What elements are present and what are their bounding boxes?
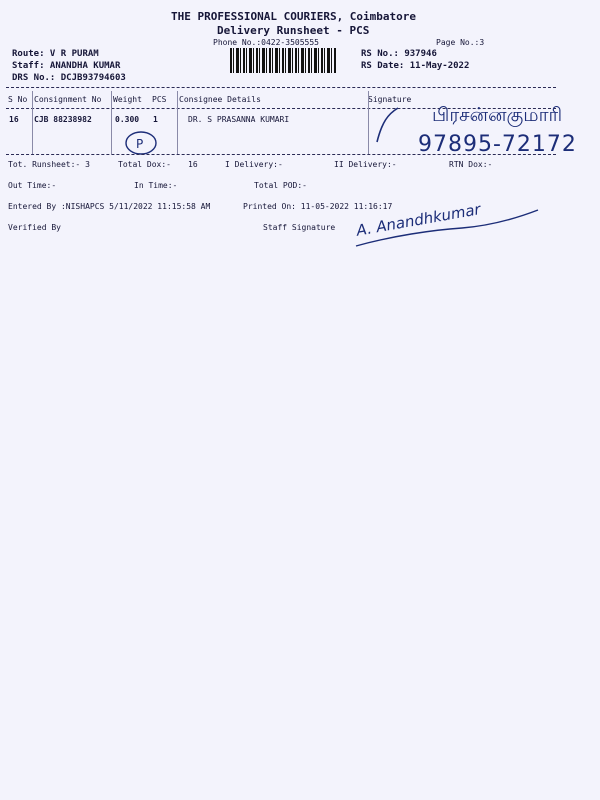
total-dox-label: Total Dox:- (118, 160, 171, 169)
signature-phone: 97895-72172 (418, 132, 577, 157)
i-delivery: I Delivery:- (225, 160, 283, 169)
col-consignee: Consignee Details (179, 95, 261, 104)
row-consignee: DR. S PRASANNA KUMARI (188, 115, 290, 124)
total-dox-value: 16 (188, 160, 198, 169)
staff: Staff: ANANDHA KUMAR (12, 61, 121, 71)
rs-date: RS Date: 11-May-2022 (361, 61, 470, 71)
company-name: THE PROFESSIONAL COURIERS, Coimbatore (171, 10, 417, 23)
circled-mark-letter: P (136, 137, 144, 151)
col-signature: Signature (368, 95, 412, 104)
signature-name: பிரசன்னகுமாரி (432, 104, 563, 126)
printed-on: Printed On: 11-05-2022 11:16:17 (243, 202, 393, 211)
drs-number: DRS No.: DCJB93794603 (12, 73, 126, 83)
total-pod: Total POD:- (254, 181, 307, 190)
page-number: Page No.:3 (436, 38, 485, 47)
row-weight: 0.300 (115, 115, 140, 124)
col-sep (32, 91, 33, 154)
signature-stroke (374, 100, 400, 146)
barcode-image (230, 48, 336, 73)
col-sno: S No (8, 95, 28, 104)
col-consignment: Consignment No (34, 95, 102, 104)
row-sno: 16 (9, 115, 19, 124)
row-consignment: CJB 88238982 (34, 115, 92, 124)
out-time: Out Time:- (8, 181, 57, 190)
staff-signature: A. Anandhkumar (355, 200, 482, 240)
col-sep (177, 91, 178, 154)
staff-signature-label: Staff Signature (263, 223, 336, 232)
circled-mark (123, 129, 159, 157)
in-time: In Time:- (134, 181, 178, 190)
tot-runsheet: Tot. Runsheet:- 3 (8, 160, 90, 169)
col-sep (368, 91, 369, 154)
document-title: Delivery Runsheet - PCS (217, 24, 370, 37)
route: Route: V R PURAM (12, 49, 99, 59)
entered-by: Entered By :NISHAPCS 5/11/2022 11:15:58 AM (8, 202, 211, 211)
phone-number: Phone No.:0422-3505555 (213, 38, 319, 47)
rtn-dox: RTN Dox:- (449, 160, 493, 169)
col-weight: Weight (113, 95, 142, 104)
header-divider-top (6, 87, 556, 88)
col-pcs: PCS (152, 95, 167, 104)
row-pcs: 1 (153, 115, 158, 124)
ii-delivery: II Delivery:- (334, 160, 397, 169)
row-divider (6, 154, 556, 155)
col-sep (111, 91, 112, 154)
verified-by: Verified By (8, 223, 61, 232)
rs-number: RS No.: 937946 (361, 49, 437, 59)
